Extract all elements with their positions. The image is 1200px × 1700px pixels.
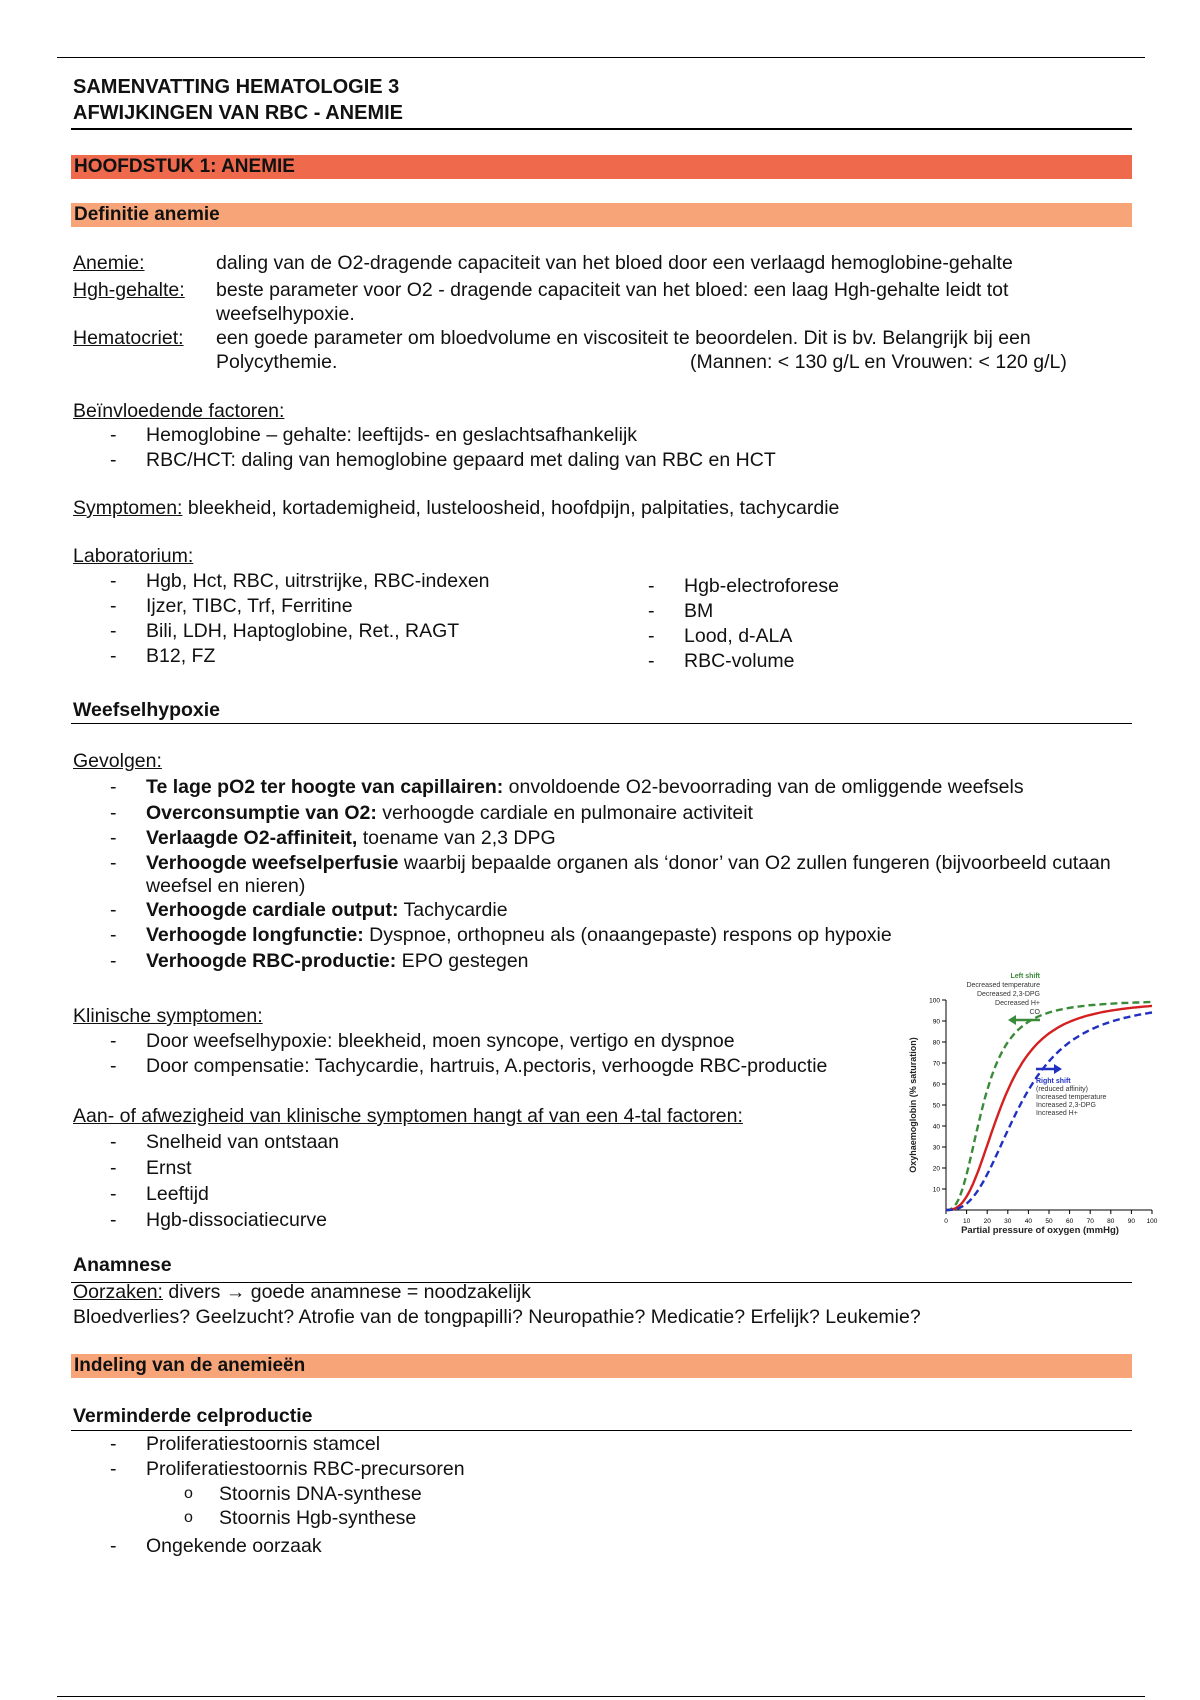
left-arrow-head-icon <box>1008 1015 1016 1025</box>
definitie-band: Definitie anemie <box>71 203 1132 227</box>
y-tick-label: 70 <box>932 1060 940 1068</box>
page-bottom-rule <box>57 1696 1145 1697</box>
y-tick-label: 10 <box>932 1186 940 1194</box>
dissociation-chart <box>890 970 1160 1240</box>
list-item: - RBC-volume <box>611 649 1111 674</box>
x-tick-label: 60 <box>1065 1218 1074 1225</box>
annotation-text: Decreased H+ <box>995 1000 1040 1007</box>
indeling-list-2 <box>73 1534 873 1559</box>
list-item: - B12, FZ <box>73 644 593 669</box>
list-item: - Verlaagde O2-affiniteit, toename van 2,3 DPG <box>73 826 1133 852</box>
factors-title: Aan- of afwezigheid van klinische symptomen hangt af van een 4-tal factoren: <box>73 1105 743 1127</box>
left-shift-annotation <box>966 973 1040 1025</box>
annotation-text: Increased temperature <box>1036 1094 1107 1101</box>
x-tick-label: 10 <box>962 1218 971 1225</box>
hgh-text-2: weefselhypoxie. <box>216 303 355 325</box>
hct-norm: (Mannen: < 130 g/L en Vrouwen: < 120 g/L) <box>690 351 1067 373</box>
list-item: o Stoornis DNA-synthese <box>73 1482 873 1506</box>
list-item: o Stoornis Hgb-synthese <box>73 1506 873 1530</box>
annotation-text: Decreased 2,3-DPG <box>976 991 1040 998</box>
indeling-band: Indeling van de anemieën <box>71 1354 1132 1378</box>
list-item: - Te lage pO2 ter hoogte van capillairen: onvoldoende O2-bevoorrading van de omliggende weefsels <box>73 775 1133 801</box>
right-arrow-head-icon <box>1054 1064 1062 1074</box>
annotation-text: Decreased temperature <box>966 982 1040 989</box>
symptomen-label: Symptomen: <box>73 497 183 519</box>
symptomen-line <box>73 496 839 521</box>
y-tick-label: 80 <box>932 1039 940 1047</box>
list-item: - Snelheid van ontstaan <box>73 1129 773 1155</box>
y-tick-label: 50 <box>932 1102 940 1110</box>
list-item: - Hgb-dissociatiecurve <box>73 1207 773 1233</box>
laboratorium-left-list <box>73 569 593 669</box>
annotation-text: (reduced affinity) <box>1036 1086 1089 1093</box>
list-item: - Hgb, Hct, RBC, uitrstrijke, RBC-indexen <box>73 569 593 594</box>
list-item: - Hemoglobine – gehalte: leeftijds- en geslachtsafhankelijk <box>73 423 1133 448</box>
x-tick-label: 30 <box>1004 1218 1012 1225</box>
anamnese-questions: Bloedverlies? Geelzucht? Atrofie van de tongpapilli? Neuropathie? Medicatie? Erfelijk? Leukemie? <box>73 1306 921 1328</box>
list-item: - Verhoogde cardiale output: Tachycardie <box>73 898 1133 924</box>
list-item: - Leeftijd <box>73 1181 773 1207</box>
laboratorium-title: Laboratorium: <box>73 545 194 567</box>
doc-title <box>73 74 403 126</box>
list-item: - Door compensatie: Tachycardie, hartruis, A.pectoris, verhoogde RBC-productie <box>73 1054 903 1079</box>
weefselhypoxie-heading: Weefselhypoxie <box>73 699 221 721</box>
gevolgen-title: Gevolgen: <box>73 750 162 772</box>
list-item: - Verhoogde weefselperfusie waarbij bepaalde organen als ‘donor’ van O2 zullen fungeren (bijvoorbeeld cutaan weefsel en nieren) <box>73 852 1133 898</box>
list-item: - Proliferatiestoornis RBC-precursoren <box>73 1457 873 1482</box>
chart-xlabel: Partial pressure of oxygen (mmHg) <box>961 1225 1119 1236</box>
anamnese-heading: Anamnese <box>73 1254 172 1276</box>
chapter-band: HOOFDSTUK 1: ANEMIE <box>71 155 1132 179</box>
doc-title-line1: SAMENVATTING HEMATOLOGIE 3 <box>73 76 400 98</box>
annotation-text: Right shift <box>1036 1078 1071 1085</box>
list-item: - Verhoogde RBC-productie: EPO gestegen <box>73 949 1133 975</box>
annotation-text: Increased H+ <box>1036 1110 1078 1117</box>
title-rule <box>71 128 1132 130</box>
indeling-sublist <box>73 1482 873 1530</box>
annotation-text: CO <box>1029 1009 1040 1016</box>
list-item: - Verhoogde longfunctie: Dyspnoe, orthopneu als (onaangepaste) respons op hypoxie <box>73 923 1133 949</box>
list-item: - Hgb-electroforese <box>611 574 1111 599</box>
doc-title-line2: AFWIJKINGEN VAN RBC - ANEMIE <box>73 102 403 124</box>
annotation-text: Left shift <box>1010 973 1040 980</box>
oorzaken-label: Oorzaken: <box>73 1281 163 1303</box>
right-shift-annotation <box>1036 1064 1107 1117</box>
y-tick-label: 30 <box>932 1144 940 1152</box>
list-item: - Proliferatiestoornis stamcel <box>73 1432 873 1457</box>
anemie-label: Anemie: <box>73 252 145 274</box>
factoren-title: Beïnvloedende factoren: <box>73 400 285 422</box>
list-item: - Bili, LDH, Haptoglobine, Ret., RAGT <box>73 619 593 644</box>
list-item: - Ernst <box>73 1155 773 1181</box>
klinisch-title: Klinische symptomen: <box>73 1005 263 1027</box>
list-item: - Ijzer, TIBC, Trf, Ferritine <box>73 594 593 619</box>
gevolgen-list <box>73 775 1133 974</box>
list-item: - BM <box>611 599 1111 624</box>
y-tick-label: 40 <box>932 1123 940 1131</box>
list-item: - Door weefselhypoxie: bleekheid, moen syncope, vertigo en dyspnoe <box>73 1029 903 1054</box>
hct-label: Hematocriet: <box>73 327 184 349</box>
list-item: - Overconsumptie van O2: verhoogde cardiale en pulmonaire activiteit <box>73 801 1133 827</box>
klinisch-list <box>73 1029 903 1079</box>
weefselhypoxie-rule <box>71 723 1132 724</box>
indeling-list <box>73 1432 873 1482</box>
hgh-text-1: beste parameter voor O2 - dragende capaciteit van het bloed: een laag Hgh-gehalte leidt tot <box>216 279 1009 301</box>
x-tick-label: 70 <box>1086 1218 1094 1225</box>
hgh-label: Hgh-gehalte: <box>73 279 185 301</box>
annotation-text: Increased 2,3-DPG <box>1036 1102 1096 1109</box>
list-item: - Ongekende oorzaak <box>73 1534 873 1559</box>
x-tick-label: 100 <box>1146 1218 1158 1225</box>
y-tick-label: 20 <box>932 1165 940 1173</box>
hct-text-1: een goede parameter om bloedvolume en viscositeit te beoordelen. Dit is bv. Belangrijk bij een <box>216 327 1031 349</box>
x-tick-label: 50 <box>1045 1218 1053 1225</box>
oorzaken-text: divers → goede anamnese = noodzakelijk <box>162 1281 531 1303</box>
verminderde-rule <box>71 1430 1132 1431</box>
laboratorium-right-list <box>611 574 1111 674</box>
x-tick-label: 40 <box>1024 1218 1033 1225</box>
x-tick-label: 90 <box>1127 1218 1136 1225</box>
list-item: - RBC/HCT: daling van hemoglobine gepaard met daling van RBC en HCT <box>73 448 1133 473</box>
oorzaken-line <box>73 1280 531 1305</box>
anemie-text: daling van de O2-dragende capaciteit van het bloed door een verlaagd hemoglobine-gehalte <box>216 252 1013 274</box>
page-top-rule <box>57 57 1145 58</box>
verminderde-heading: Verminderde celproductie <box>73 1405 313 1427</box>
x-tick-label: 80 <box>1107 1218 1115 1225</box>
y-tick-label: 100 <box>929 997 940 1005</box>
x-tick-label: 20 <box>983 1218 991 1225</box>
x-tick-label: 0 <box>944 1218 948 1225</box>
symptomen-text: bleekheid, kortademigheid, lusteloosheid, hoofdpijn, palpitaties, tachycardie <box>182 497 840 519</box>
chart-ylabel: Oxyhaemoglobin (% saturation) <box>908 1037 918 1173</box>
hct-text-2: Polycythemie. <box>216 351 338 373</box>
factoren-list <box>73 423 1133 473</box>
factors-list <box>73 1129 773 1233</box>
y-tick-label: 60 <box>932 1081 940 1089</box>
list-item: - Lood, d-ALA <box>611 624 1111 649</box>
y-tick-label: 90 <box>932 1018 940 1026</box>
